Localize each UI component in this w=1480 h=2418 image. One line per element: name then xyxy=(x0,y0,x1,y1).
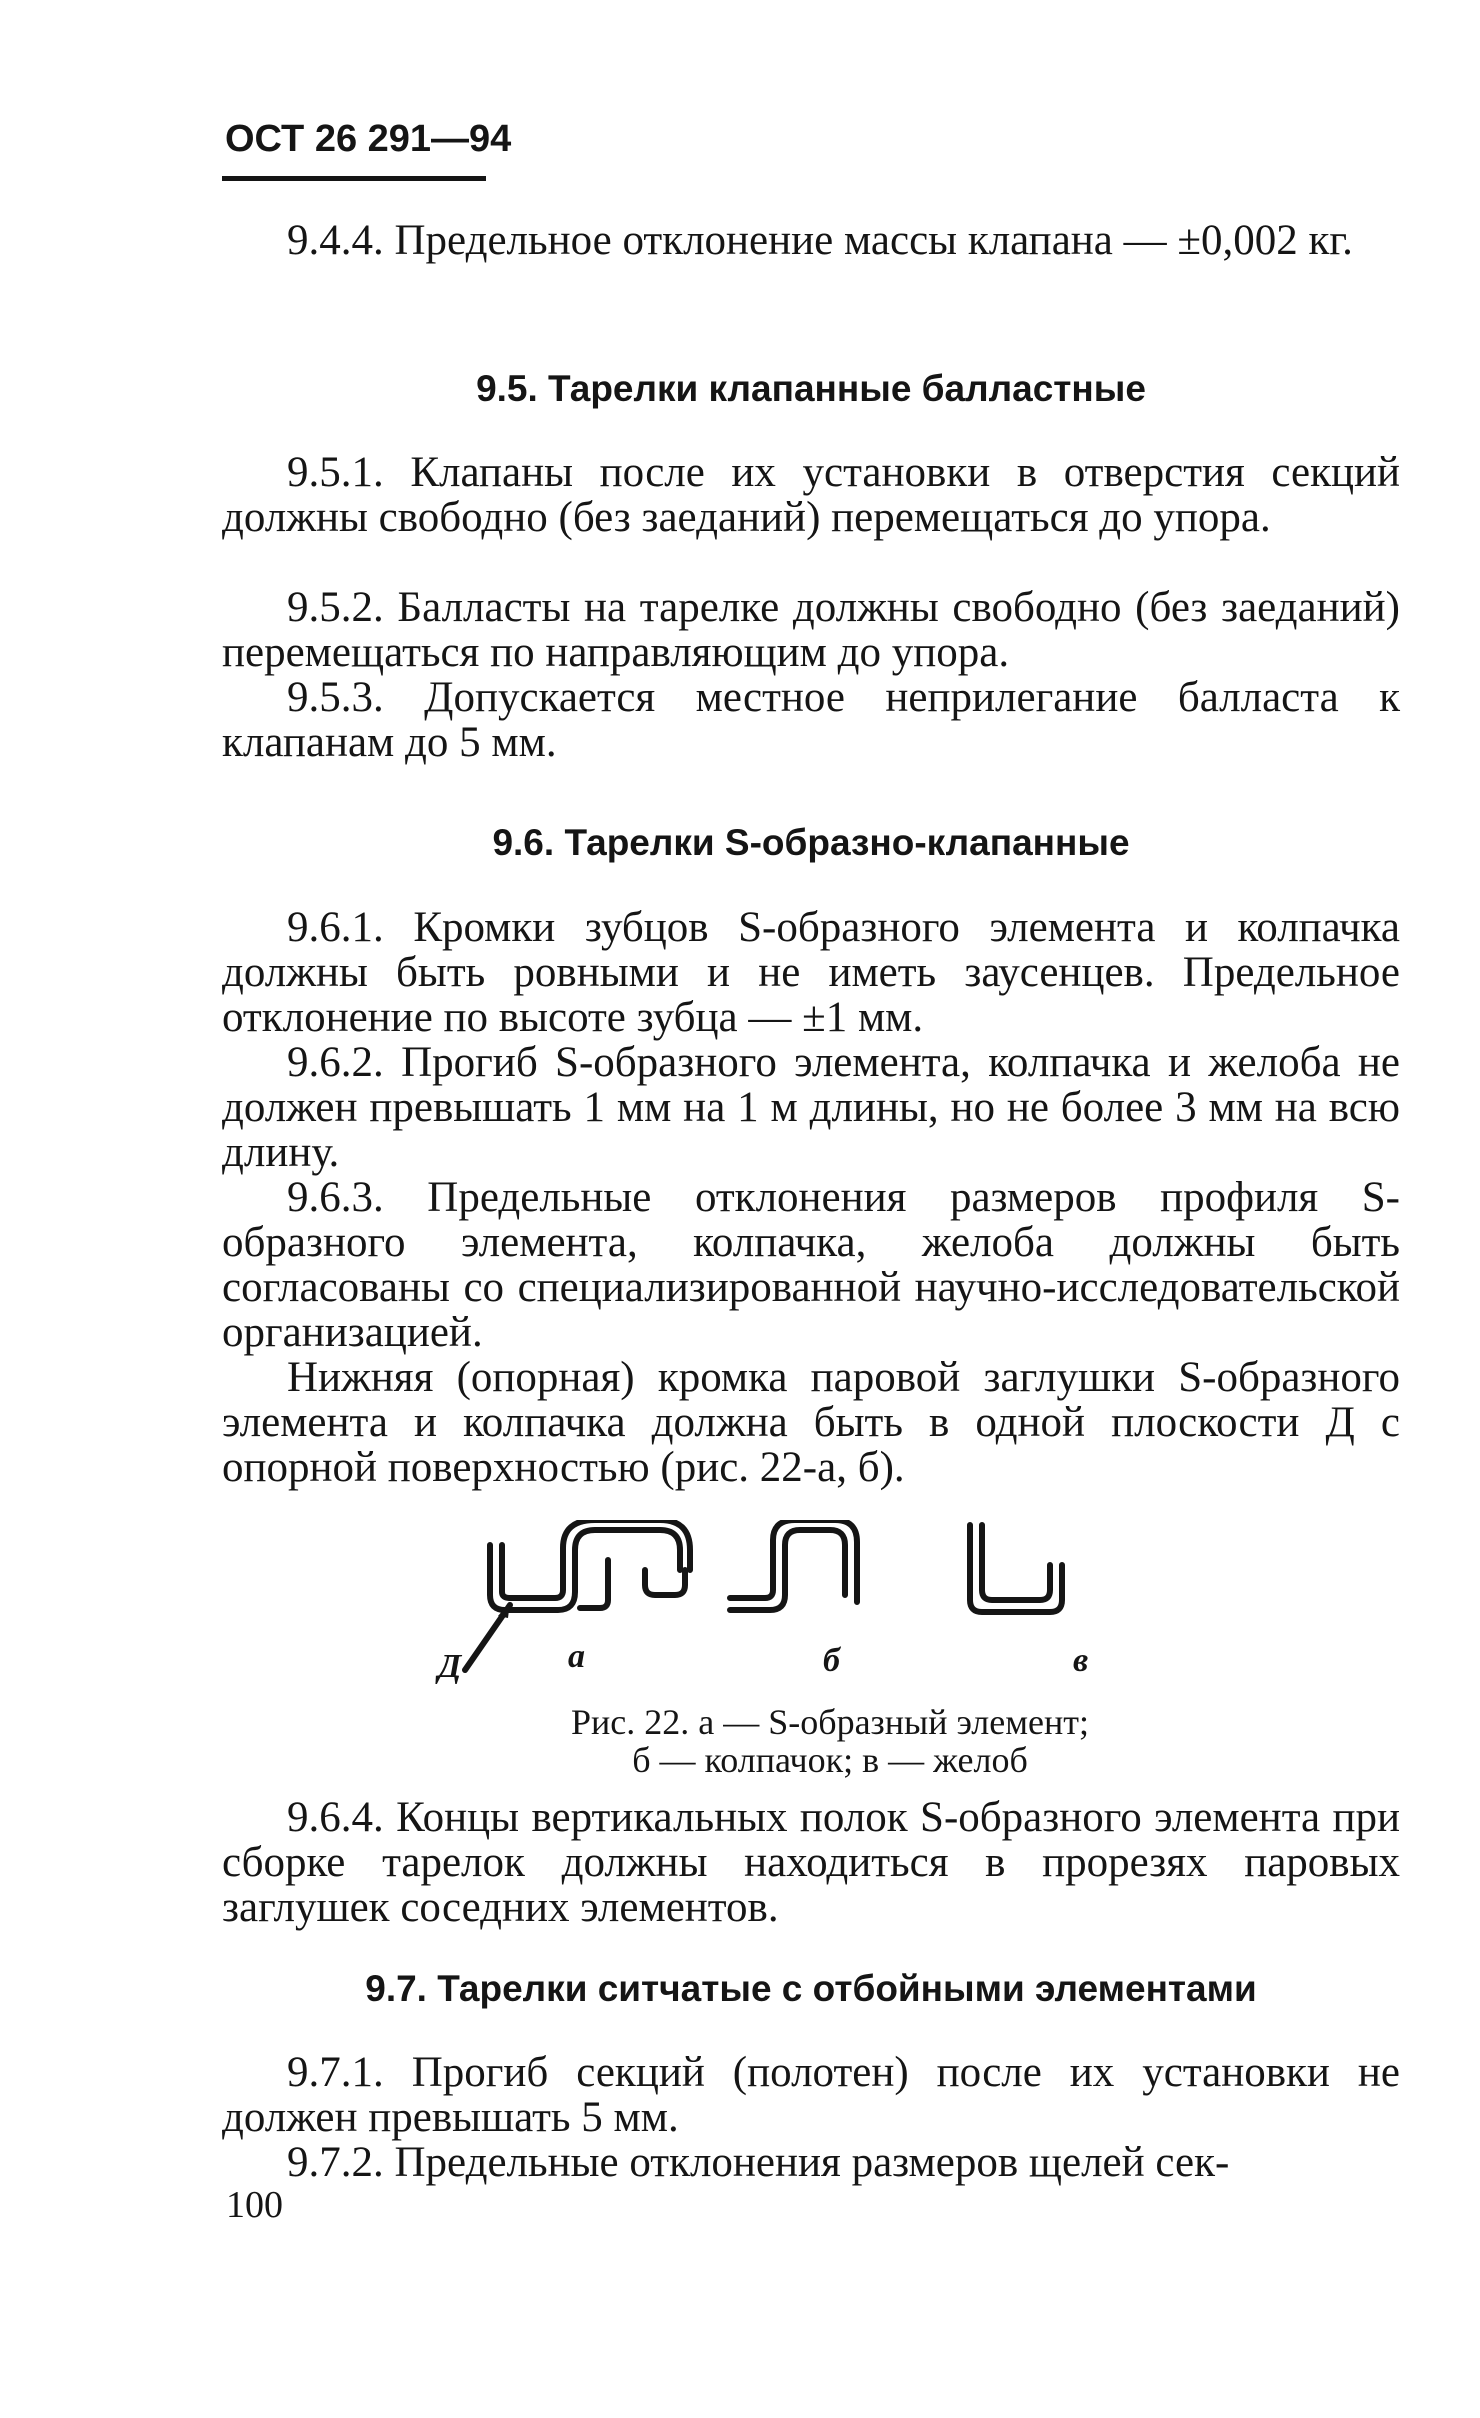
paragraph-9-6-1 xyxy=(222,905,1400,1040)
section-heading-9-7: 9.7. Тарелки ситчатые с отбойными элементами xyxy=(365,1968,1257,2009)
figure-label-v: в xyxy=(1073,1642,1089,1679)
figure-22-caption xyxy=(470,1703,1190,1779)
paragraph-9-5-1 xyxy=(222,450,1400,540)
paragraph-9-7-2 xyxy=(222,2140,1400,2185)
paragraph-text: Нижняя (опорная) кромка паровой заглушки S-образного элемента и колпачка должна быть в одной плоскости Д с опорной поверхностью (рис. 22-а, б). xyxy=(222,1354,1400,1491)
document-code-header: ОСТ 26 291—94 xyxy=(225,118,512,160)
paragraph-text: 9.6.2. Прогиб S-образного элемента, колпачка и желоба не должен превышать 1 мм на 1 м длины, но не более 3 мм на всю длину. xyxy=(222,1039,1400,1176)
paragraph-text: 9.5.1. Клапаны после их установки в отверстия секций должны свободно (без заеданий) перемещаться до упора. xyxy=(222,449,1400,541)
paragraph-9-6-4 xyxy=(222,1795,1400,1930)
paragraph-text: 9.6.4. Концы вертикальных полок S-образного элемента при сборке тарелок должны находиться в прорезях паровых заглушек соседних элементов. xyxy=(222,1794,1400,1931)
cap-drawing xyxy=(730,1520,857,1610)
figure-label-a: а xyxy=(568,1638,585,1675)
page-number: 100 xyxy=(226,2184,283,2226)
paragraph-text: 9.5.2. Балласты на тарелке должны свободно (без заеданий) перемещаться по направляющим до упора. xyxy=(222,584,1400,676)
paragraph-text: 9.5.3. Допускается местное неприлегание балласта к клапанам до 5 мм. xyxy=(222,674,1400,766)
paragraph-9-6-3-continued xyxy=(222,1355,1400,1490)
figure-22 xyxy=(440,1520,1160,1695)
paragraph-9-6-2 xyxy=(222,1040,1400,1175)
paragraph-text: 9.7.1. Прогиб секций (полотен) после их установки не должен превышать 5 мм. xyxy=(222,2049,1400,2141)
paragraph-9-5-2 xyxy=(222,585,1400,675)
trough-drawing xyxy=(970,1525,1062,1612)
paragraph-9-7-1 xyxy=(222,2050,1400,2140)
caption-line-2: б — колпачок; в — желоб xyxy=(632,1740,1028,1780)
paragraph-text: 9.6.3. Предельные отклонения размеров профиля S-образного элемента, колпачка, желоба должны быть согласованы со специализированной научно-исследовательской организацией. xyxy=(222,1174,1400,1356)
paragraph-text: 9.4.4. Предельное отклонение массы клапана — ±0,002 кг. xyxy=(287,217,1353,264)
caption-line-1: Рис. 22. а — S-образный элемент; xyxy=(571,1702,1089,1742)
section-heading-9-5: 9.5. Тарелки клапанные балластные xyxy=(476,368,1146,409)
paragraph-9-4-4 xyxy=(222,218,1400,263)
s-shaped-element-drawing xyxy=(490,1520,690,1610)
figure-22-drawing xyxy=(440,1520,1160,1695)
section-heading-9-6: 9.6. Тарелки S-образно-клапанные xyxy=(492,822,1130,863)
paragraph-9-6-3 xyxy=(222,1175,1400,1355)
paragraph-text: 9.7.2. Предельные отклонения размеров щелей сек- xyxy=(287,2139,1230,2186)
paragraph-text: 9.6.1. Кромки зубцов S-образного элемента и колпачка должны быть ровными и не иметь заусенцев. Предельное отклонение по высоте зубца — ±1 мм. xyxy=(222,904,1400,1041)
figure-label-b: б xyxy=(823,1642,840,1679)
paragraph-9-5-3 xyxy=(222,675,1400,765)
header-underline xyxy=(222,176,486,181)
figure-label-d: Д xyxy=(438,1648,462,1685)
